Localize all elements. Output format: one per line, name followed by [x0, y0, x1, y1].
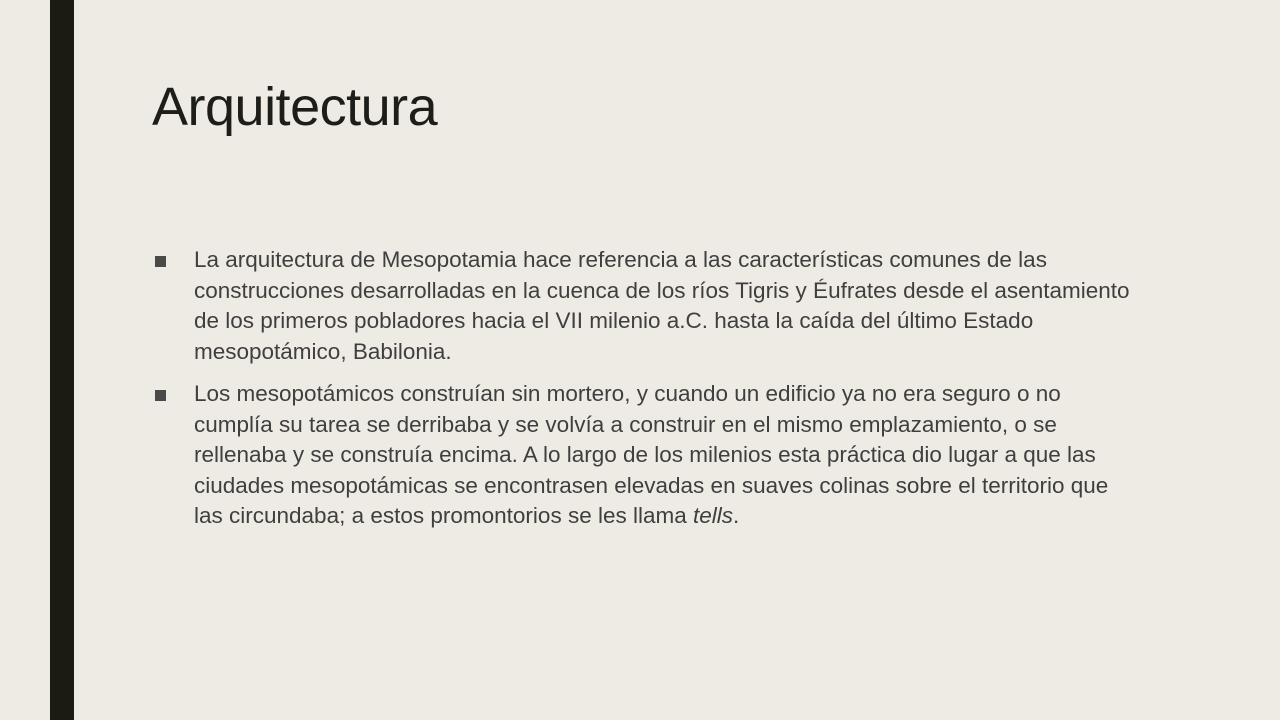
bullet-text: La arquitectura de Mesopotamia hace referencia a las características comunes de las construcciones desarrolladas en la cuenca de los ríos Tigris y Éufrates desde el asentamiento de los primeros pobladores hacia el VII milenio a.C. hasta la caída del último Estado mesopotámico, Babilonia. [194, 247, 1130, 364]
square-bullet-icon [155, 256, 166, 267]
square-bullet-icon [155, 390, 166, 401]
accent-bar [50, 0, 74, 720]
bullet-text [194, 381, 1108, 528]
slide-title: Arquitectura [152, 77, 438, 137]
italic-term: tells [693, 503, 734, 528]
bullet-list [152, 245, 1142, 544]
bullet-text-main: Los mesopotámicos construían sin mortero, y cuando un edificio ya no era seguro o no cumplía su tarea se derribaba y se volvía a construir en el mismo emplazamiento, o se rellenaba y se construía encima. A lo largo de los milenios esta práctica dio lugar a que las ciudades mesopotámicas se encontrasen elevadas en suaves colinas sobre el territorio que las circundaba; a estos promontorios se les llama [194, 381, 1109, 528]
bullet-item-2 [152, 379, 1142, 532]
bullet-item-1 [152, 245, 1142, 367]
bullet-text-suffix: . [733, 503, 740, 528]
